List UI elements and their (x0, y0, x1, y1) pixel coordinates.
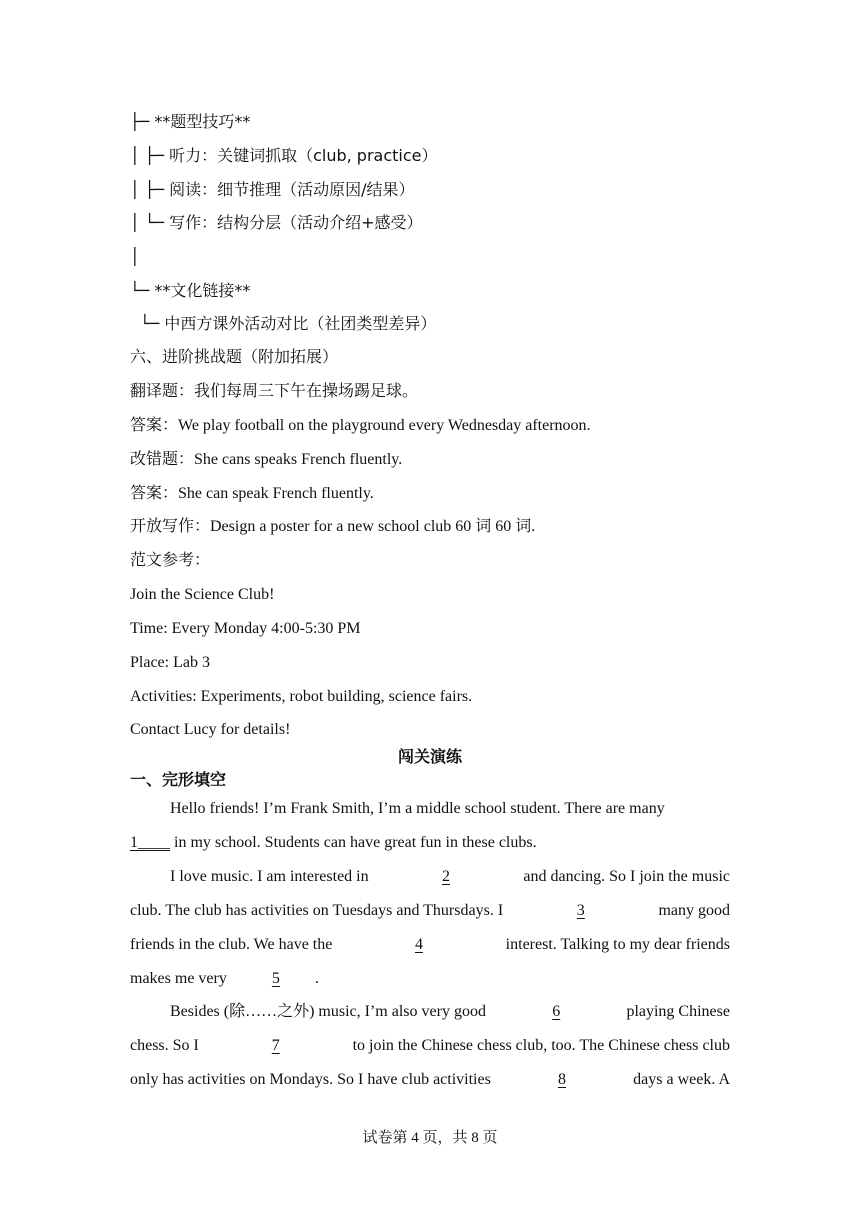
outline-reading: │ ├─ 阅读：细节推理（活动原因/结果） (130, 180, 415, 199)
cloze-text: playing Chinese (626, 1003, 730, 1020)
correction-answer: 答案：She can speak French fluently. (130, 485, 374, 502)
translate-question: 翻译题：我们每周三下午在操场踢足球。 (130, 383, 419, 400)
cloze-text: many good (658, 902, 730, 919)
cloze-text: and dancing. So I join the music (523, 868, 730, 885)
poster-line: Contact Lucy for details! (130, 721, 291, 738)
cloze-line (130, 1069, 730, 1091)
cloze-text: club. The club has activities on Tuesdays and Thursdays. I (130, 902, 504, 919)
correction-question: 改错题：She cans speaks French fluently. (130, 451, 403, 468)
cloze-section-heading: 一、完形填空 (130, 772, 227, 789)
blank-1: 1____ (130, 834, 170, 851)
sample-label: 范文参考： (130, 552, 211, 569)
cloze-line (130, 934, 730, 956)
poster-line: Activities: Experiments, robot building, science fairs. (130, 688, 473, 705)
blank-6: 6 (552, 1003, 561, 1020)
cloze-line (130, 900, 730, 922)
outline-branch-culture: └─ **文化链接** (130, 281, 251, 300)
cloze-text: in my school. Students can have great fun in these clubs. (170, 834, 537, 851)
cloze-text: to join the Chinese chess club, too. The Chinese chess club (352, 1037, 730, 1054)
blank-5: 5 (271, 970, 280, 987)
cloze-text: I love music. I am interested in (170, 868, 369, 885)
practice-title: 闯关演练 (397, 749, 462, 766)
cloze-text: chess. So I (130, 1037, 199, 1054)
cloze-text: only has activities on Mondays. So I have club activities (130, 1071, 491, 1088)
outline-pipe: │ (130, 247, 140, 266)
cloze-line (130, 1035, 730, 1057)
poster-line: Time: Every Monday 4:00-5:30 PM (130, 620, 361, 637)
cloze-text: Hello friends! I’m Frank Smith, I’m a middle school student. There are many (170, 800, 665, 817)
cloze-text: interest. Talking to my dear friends (505, 936, 730, 953)
blank-7: 7 (271, 1037, 280, 1054)
translate-answer: 答案：We play football on the playground every Wednesday afternoon. (130, 417, 591, 434)
blank-2: 2 (441, 868, 450, 885)
poster-line: Place: Lab 3 (130, 654, 210, 671)
cloze-line (130, 968, 730, 990)
outline-writing: │ └─ 写作：结构分层（活动介绍+感受） (130, 213, 423, 232)
blank-4: 4 (415, 936, 424, 953)
cloze-line (170, 1001, 730, 1023)
cloze-line (170, 798, 730, 820)
page-footer: 试卷第 4 页，共 8 页 (362, 1130, 498, 1146)
outline-listening: │ ├─ 听力：关键词抓取（club, practice） (130, 146, 438, 165)
cloze-text: days a week. A (633, 1071, 730, 1088)
cloze-text: Besides (除……之外) music, I’m also very good (170, 1003, 486, 1020)
advanced-heading: 六、进阶挑战题（附加拓展） (130, 349, 339, 366)
cloze-text: makes me very (130, 970, 227, 987)
cloze-text: . (314, 970, 319, 987)
cloze-line (130, 832, 730, 854)
outline-culture-item: └─ 中西方课外活动对比（社团类型差异） (140, 314, 437, 333)
poster-line: Join the Science Club! (130, 586, 275, 603)
outline-branch-skills: ├─ **题型技巧** (130, 112, 251, 131)
open-writing-prompt: 开放写作：Design a poster for a new school club 60 词 60 词. (130, 518, 536, 535)
blank-8: 8 (557, 1071, 566, 1088)
cloze-text: friends in the club. We have the (130, 936, 333, 953)
cloze-line (170, 866, 730, 888)
blank-3: 3 (576, 902, 585, 919)
